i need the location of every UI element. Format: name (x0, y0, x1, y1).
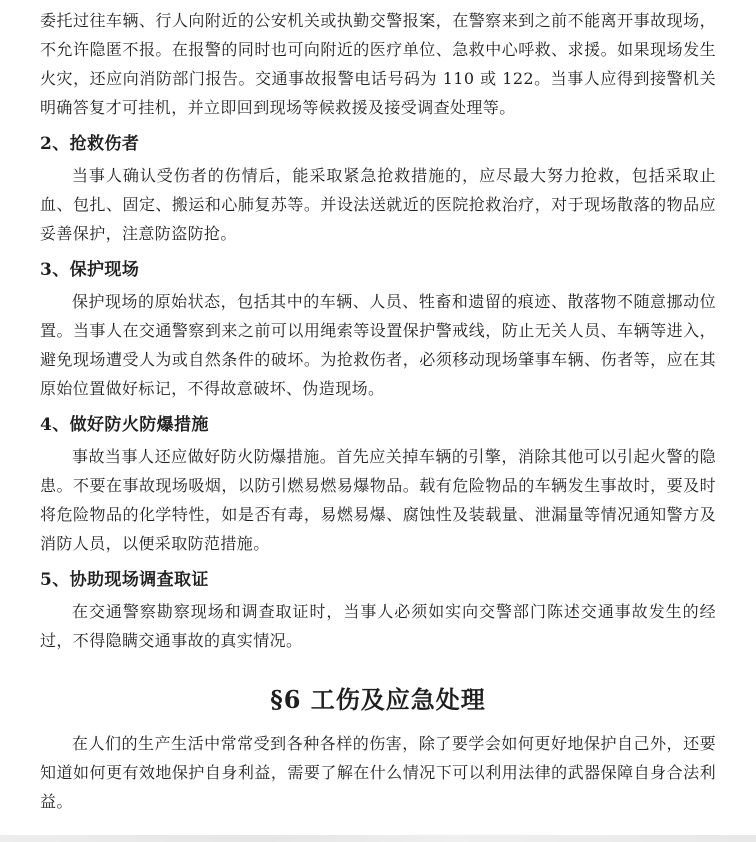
page-bottom-edge (0, 835, 756, 842)
section-heading-4: 4、做好防火防爆措施 (40, 415, 209, 435)
section-paragraph-5: 在交通警察勘察现场和调查取证时，当事人必须如实向交警部门陈述交通事故发生的经过，不得隐瞒交通事故的真实情况。 (40, 602, 716, 650)
section-paragraph-2: 当事人确认受伤者的伤情后，能采取紧急抢救措施的，应尽最大努力抢救，包括采取止血、包扎、固定、搬运和心肺复苏等。并设法送就近的医院抢救治疗，对于现场散落的物品应妥善保护，注意防盗防抢。 (40, 166, 716, 243)
continued-paragraph: 委托过往车辆、行人向附近的公安机关或执勤交警报案，在警察来到之前不能离开事故现场，不允许隐匿不报。在报警的同时也可向附近的医疗单位、急救中心呼救、求援。如果现场发生火灾，还应向消防部门报告。交通事故报警电话号码为 110 或 122。当事人应得到接警机关明确答复才可挂机，并立即回到现场等候救援及接受调查处理等。 (40, 11, 716, 117)
section-heading-5: 5、协助现场调查取证 (40, 570, 209, 590)
section-heading-2: 2、抢救伤者 (40, 134, 140, 154)
section-paragraph-3: 保护现场的原始状态，包括其中的车辆、人员、牲畜和遗留的痕迹、散落物不随意挪动位置。当事人在交通警察到来之前可以用绳索等设置保护警戒线，防止无关人员、车辆等进入，避免现场遭受人为或自然条件的破坏。为抢救伤者，必须移动现场肇事车辆、伤者等，应在其原始位置做好标记，不得故意破坏、伪造现场。 (40, 292, 716, 398)
section-heading-3: 3、保护现场 (40, 260, 140, 280)
chapter-intro-paragraph: 在人们的生产生活中常常受到各种各样的伤害，除了要学会如何更好地保护自己外，还要知道如何更有效地保护自身利益，需要了解在什么情况下可以利用法律的武器保障自身合法利益。 (40, 734, 716, 811)
chapter-title: §6 工伤及应急处理 (270, 685, 486, 714)
section-paragraph-4: 事故当事人还应做好防火防爆措施。首先应关掉车辆的引擎，消除其他可以引起火警的隐患。不要在事故现场吸烟，以防引燃易燃易爆物品。载有危险物品的车辆发生事故时，要及时将危险物品的化学特性，如是否有毒，易燃易爆、腐蚀性及装载量、泄漏量等情况通知警方及消防人员，以便采取防范措施。 (40, 447, 716, 553)
